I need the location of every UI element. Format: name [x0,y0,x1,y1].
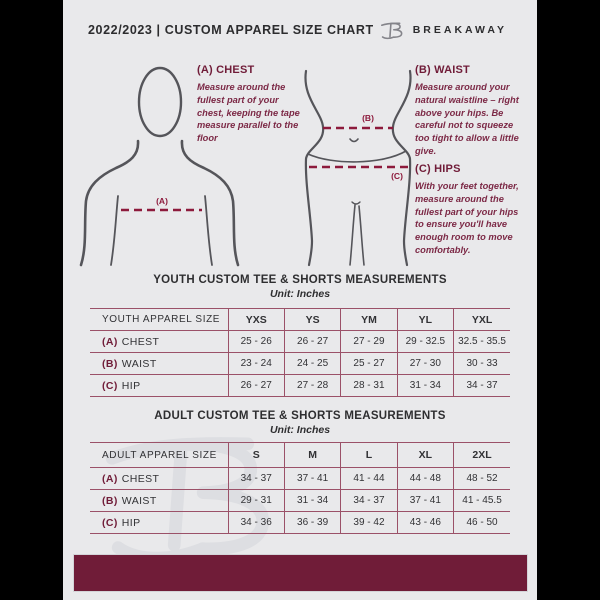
adult-waist-row [90,490,510,512]
chest-guide-body: Measure around the fullest part of your chest, keeping the tape measure parallel to the floor [197,82,300,144]
youth-table-title: YOUTH CUSTOM TEE & SHORTS MEASUREMENTS [153,274,447,286]
adult-size-s: S [228,443,284,468]
youth-size-column-header: YOUTH APPAREL SIZE [90,309,228,331]
adult-hip-l: 39 - 42 [341,512,397,534]
youth-chest-yxl: 32.5 - 35.5 [454,331,510,353]
hip-marker-label: (C) [391,171,403,181]
marker-c: (C) [102,516,118,529]
brand-name: BREAKAWAY [412,24,507,36]
youth-chest-ys: 26 - 27 [284,331,340,353]
adult-chest-row [90,468,510,490]
waist-guide-body: Measure around your natural waistline – right above your hips. Be careful not to squeeze too tight to allow a little give. [415,82,519,157]
hips-guide-body: With your feet together, measure around the fullest part of your hips to ensure you'll have enough room to move comfortably. [415,181,519,256]
adult-size-l: L [341,443,397,468]
youth-waist-yl: 27 - 30 [397,353,453,375]
youth-size-ys: YS [284,309,340,331]
adult-size-table [90,442,510,534]
adult-chest-xl: 44 - 48 [397,468,453,490]
adult-waist-m: 31 - 34 [284,490,340,512]
youth-hip-yxl: 34 - 37 [454,375,510,397]
adult-hip-row [90,512,510,534]
adult-waist-s: 29 - 31 [228,490,284,512]
adult-chest-l: 41 - 44 [341,468,397,490]
youth-waist-ym: 25 - 27 [341,353,397,375]
adult-size-column-header: ADULT APPAREL SIZE [90,443,228,468]
adult-size-m: M [284,443,340,468]
size-chart-page [63,0,537,600]
youth-chest-yxs: 25 - 26 [228,331,284,353]
youth-hip-ys: 27 - 28 [284,375,340,397]
waist-guide-heading: (B) WAIST [415,64,470,76]
page-title: 2022/2023 | CUSTOM APPAREL SIZE CHART [88,23,374,37]
youth-header-row [90,309,510,331]
hips-guide [415,163,525,257]
waist-marker-label: (B) [362,113,374,123]
marker-b: (B) [102,494,118,507]
chest-guide [197,64,302,145]
adult-waist-l: 34 - 37 [341,490,397,512]
youth-hip-ym: 28 - 31 [341,375,397,397]
youth-hip-yxs: 26 - 27 [228,375,284,397]
marker-a: (A) [102,335,118,348]
youth-chest-row [90,331,510,353]
youth-waist-yxl: 30 - 33 [454,353,510,375]
adult-chest-row-label: (A) CHEST [90,468,228,490]
marker-c: (C) [102,379,118,392]
youth-size-ym: YM [341,309,397,331]
youth-table-unit: Unit: Inches [269,288,331,300]
hips-guide-heading: (C) HIPS [415,163,461,175]
waist-guide [415,64,525,158]
youth-size-yxl: YXL [454,309,510,331]
youth-size-yl: YL [397,309,453,331]
youth-hip-yl: 31 - 34 [397,375,453,397]
marker-b: (B) [102,357,118,370]
breakaway-b-logo-icon [379,18,406,42]
adult-header-row [90,443,510,468]
footer-accent-bar [73,554,528,592]
adult-table-unit: Unit: Inches [269,424,331,436]
adult-hip-row-label: (C) HIP [90,512,228,534]
lower-body-diagram [290,55,420,265]
adult-table-title: ADULT CUSTOM TEE & SHORTS MEASUREMENTS [154,410,446,422]
adult-size-2xl: 2XL [454,443,510,468]
adult-hip-m: 36 - 39 [284,512,340,534]
adult-section-header [90,410,510,436]
adult-waist-xl: 37 - 41 [397,490,453,512]
youth-chest-ym: 27 - 29 [341,331,397,353]
adult-chest-m: 37 - 41 [284,468,340,490]
youth-chest-row-label: (A) CHEST [90,331,228,353]
youth-size-yxs: YXS [228,309,284,331]
adult-chest-2xl: 48 - 52 [454,468,510,490]
adult-hip-2xl: 46 - 50 [454,512,510,534]
youth-waist-ys: 24 - 25 [284,353,340,375]
adult-hip-xl: 43 - 46 [397,512,453,534]
youth-waist-row [90,353,510,375]
youth-waist-yxs: 23 - 24 [228,353,284,375]
youth-chest-yl: 29 - 32.5 [397,331,453,353]
document-header [63,18,537,42]
youth-waist-row-label: (B) WAIST [90,353,228,375]
youth-hip-row-label: (C) HIP [90,375,228,397]
adult-waist-2xl: 41 - 45.5 [454,490,510,512]
chest-guide-heading: (A) CHEST [197,64,255,76]
youth-hip-row [90,375,510,397]
adult-size-xl: XL [397,443,453,468]
chest-marker-label: (A) [156,196,168,206]
adult-waist-row-label: (B) WAIST [90,490,228,512]
marker-a: (A) [102,472,118,485]
adult-hip-s: 34 - 36 [228,512,284,534]
youth-size-table [90,308,510,397]
brand-lockup [379,18,507,42]
youth-section-header [90,274,510,300]
adult-chest-s: 34 - 37 [228,468,284,490]
